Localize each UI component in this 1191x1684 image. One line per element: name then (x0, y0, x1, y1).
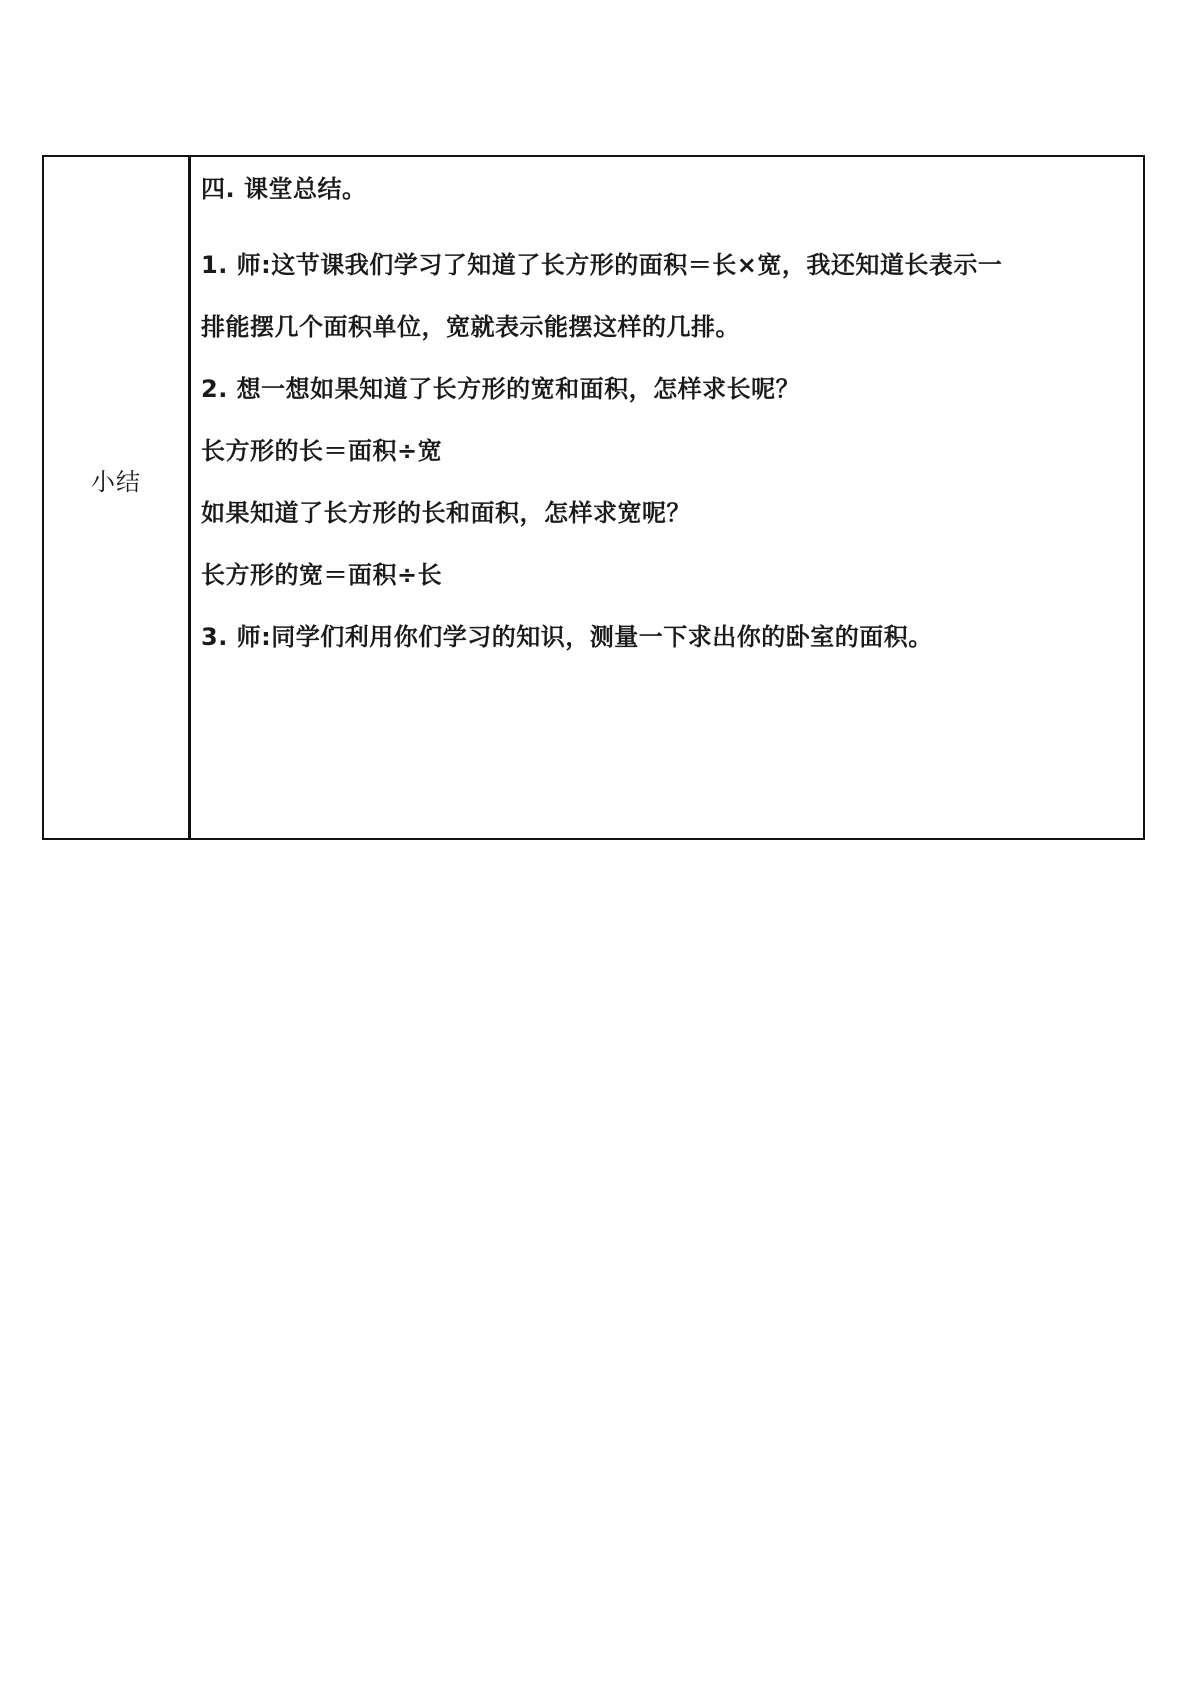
label-cell (44, 157, 191, 838)
section-heading: 四. 课堂总结。 (201, 175, 367, 203)
content-line-6: 长方形的宽＝面积÷长 (201, 561, 443, 589)
content-line-1: 1. 师:这节课我们学习了知道了长方形的面积＝长×宽，我还知道长表示一 (201, 251, 1003, 279)
section-label: 小结 (91, 468, 141, 496)
content-line-5: 如果知道了长方形的长和面积，怎样求宽呢？ (201, 499, 691, 527)
content-line-7: 3. 师:同学们利用你们学习的知识，测量一下求出你的卧室的面积。 (201, 623, 933, 651)
content-line-2: 排能摆几个面积单位，宽就表示能摆这样的几排。 (201, 313, 740, 341)
content-cell (191, 157, 1143, 838)
content-line-3: 2. 想一想如果知道了长方形的宽和面积，怎样求长呢？ (201, 375, 801, 403)
lesson-table (42, 155, 1145, 840)
content-line-4: 长方形的长＝面积÷宽 (201, 437, 443, 465)
